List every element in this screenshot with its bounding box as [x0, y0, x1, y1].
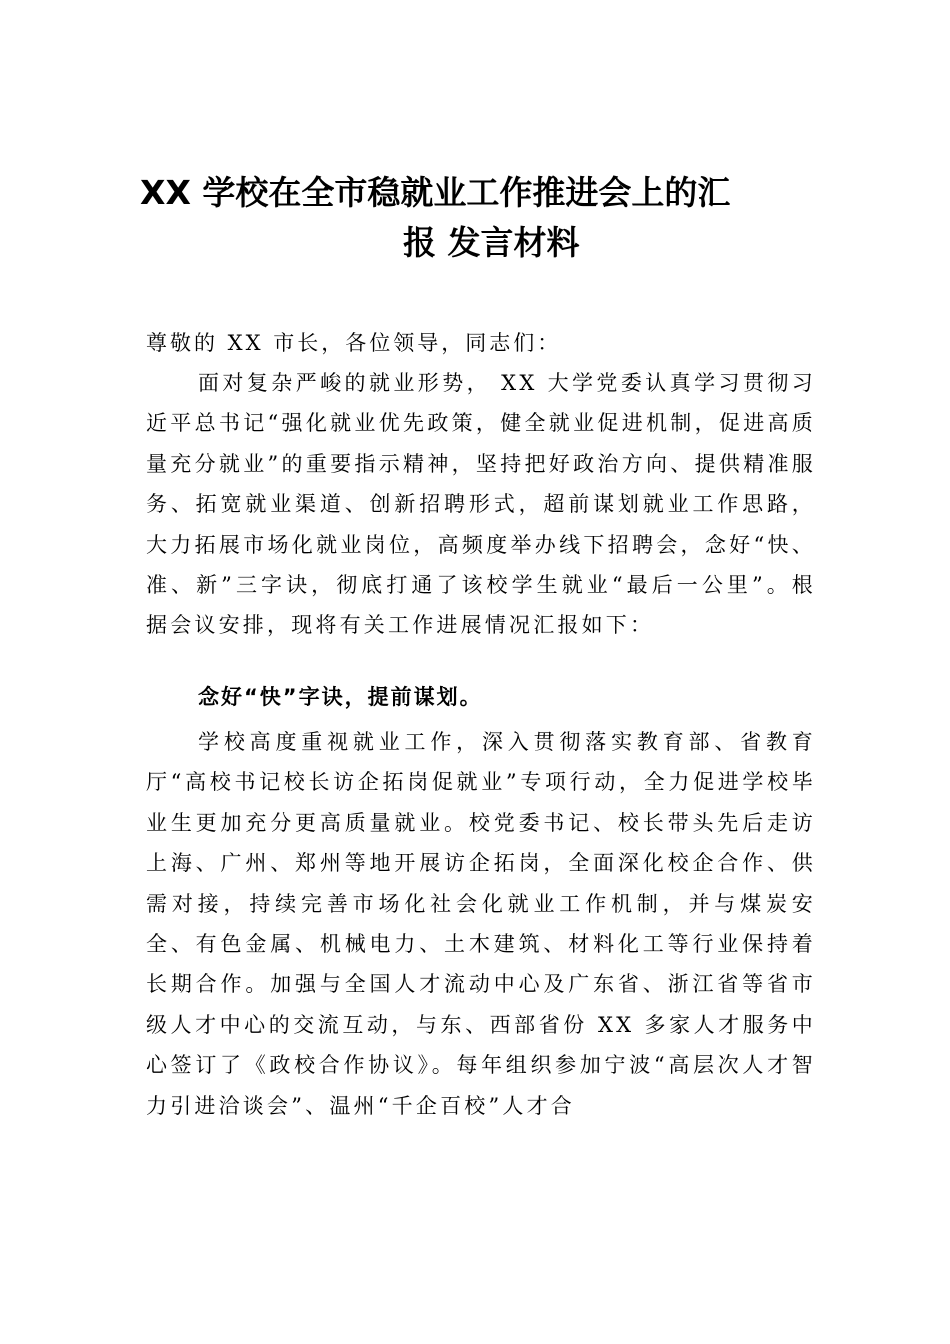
- paragraph-body: 学校高度重视就业工作，深入贯彻落实教育部、省教育厅“高校书记校长访企拓岗促就业”专项行动，全力促进学校毕业生更加充分更高质量就业。校党委书记、校长带头先后走访上海、广州、郑州等地开展访企拓岗，全面深化校企合作、供需对接，持续完善市场化社会化就业工作机制，并与煤炭安全、有色金属、机械电力、土木建筑、材料化工等行业保持着长期合作。加强与全国人才流动中心及广东省、浙江省等省市级人才中心的交流互动，与东、西部省份 XX 多家人才服务中心签订了《政校合作协议》。每年组织参加宁波“高层次人才智力引进洽谈会”、温州“千企百校”人才合: [146, 730, 816, 1118]
- title-line-1: XX 学校在全市稳就业工作推进会上的汇: [140, 173, 731, 212]
- salutation: 尊敬的 XX 市长，各位领导，同志们：: [146, 331, 562, 355]
- document-title: [140, 168, 810, 268]
- paragraph-intro: 面对复杂严峻的就业形势， XX 大学党委认真学习贯彻习近平总书记“强化就业优先政策，健全就业促进机制，促进高质量充分就业”的重要指示精神，坚持把好政治方向、提供精准服务、拓宽就业渠道、创新招聘形式，超前谋划就业工作思路，大力拓展市场化就业岗位，高频度举办线下招聘会，念好“快、准、新”三字诀，彻底打通了该校学生就业“最后一公里”。根据会议安排，现将有关工作进展情况汇报如下：: [146, 371, 816, 638]
- section-heading: 念好“快”字诀，提前谋划。: [198, 685, 483, 709]
- title-line-2: 报 发言材料: [403, 223, 580, 262]
